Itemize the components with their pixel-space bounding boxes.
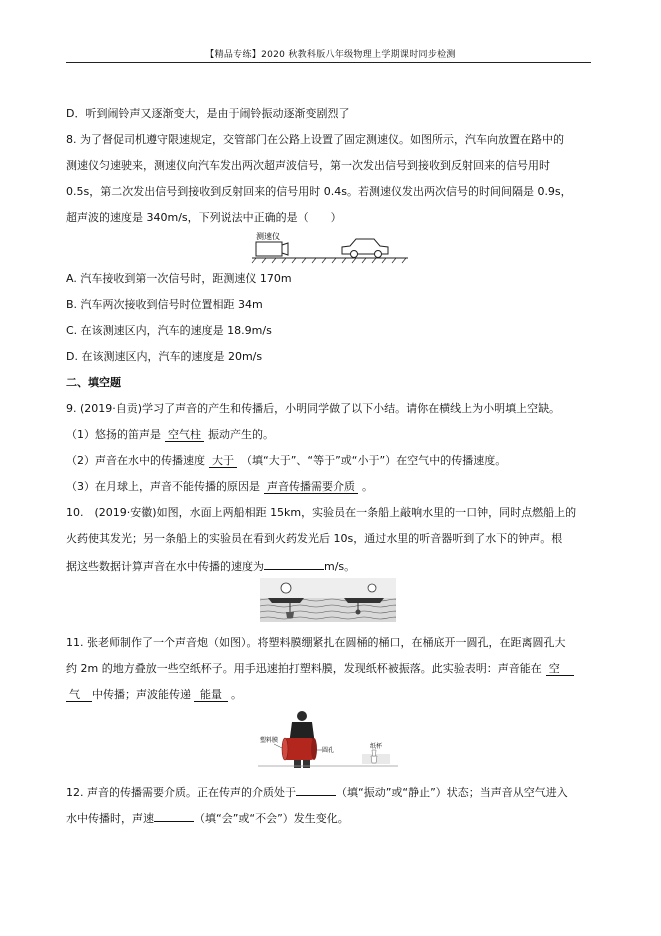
q8-option-b: B. 汽车两次接收到信号时位置相距 34m [66,298,263,311]
q12-stem-line-1 [66,784,568,800]
label-plastic-film: 塑料膜 [260,737,279,744]
q9-sub-3-text: （3）在月球上，声音不能传播的原因是 [66,480,260,493]
q11-stem-line-2 [66,662,574,676]
section-title-fill-in: 二、填空题 [66,376,121,389]
q8-stem-line-3: 0.5s，第二次发出信号到接收到反射回来的信号用时 0.4s。若测速仪发出两次信号的时间间隔是 0.9s， [66,185,572,198]
sound-cannon-figure [258,708,398,770]
q9-sub-1-text: （1）悠扬的笛声是 [66,428,161,441]
q10-stem-line-3 [66,558,355,574]
q12-answer-blank-1[interactable] [296,784,336,796]
q12-stem-line-2 [66,810,349,826]
speed-camera-icon [256,242,282,256]
q11-answer-2: 能量 [194,688,228,702]
page-header: 【精品专练】2020 秋教科版八年级物理上学期课时同步检测 [205,50,456,60]
q11-stem-line-1: 11. 张老师制作了一个声音炮（如图）。将塑料膜绷紧扎在圆桶的桶口，在桶底开一圆孔，在距离圆孔大 [66,636,566,649]
speed-camera-label: 测速仪 [256,232,280,241]
q9-answer-1: 空气柱 [165,428,204,442]
q7-option-d: D．听到闹铃声又逐渐变大，是由于闹铃振动逐渐变剧烈了 [66,107,350,120]
q11-line-2-text: 约 2m 的地方叠放一些空纸杯子。用手迅速拍打塑料膜，发现纸杯被振落。此实验表明：声音能在 [66,662,542,675]
q8-stem-line-4: 超声波的速度是 340m/s，下列说法中正确的是（ ） [66,211,342,224]
q10-stem-line-2: 火药使其发光；另一条船上的实验员在看到火药发光后 10s，通过水里的听音器听到了水下的钟声。根 [66,532,563,545]
q9-sub-1 [66,428,274,442]
q9-answer-2: 大于 [209,454,237,468]
q12-line-1-tail: （填“振动”或“静止”）状态；当声音从空气进入 [336,786,568,799]
speed-camera-figure [250,228,410,268]
q8-option-a: A. 汽车接收到第一次信号时，距测速仪 170m [66,272,292,285]
q10-stem-line-1: 10. (2019·安徽)如图，水面上两船相距 15km，实验员在一条船上敲响水里的一口钟，同时点燃船上的 [66,506,577,519]
label-hole: 圆孔 [322,747,335,754]
car-icon [342,239,388,258]
q9-sub-3 [66,480,373,494]
q9-sub-3-tail: 。 [362,480,373,493]
q11-line-3-text: 中传播；声波能传递 [92,688,191,701]
q11-line-3-tail: 。 [231,688,242,701]
boats-figure [260,578,396,622]
q10-line-3-text: 据这些数据计算声音在水中传播的速度为 [66,560,264,573]
q9-answer-3: 声音传播需要介质 [264,480,358,494]
q9-sub-2-tail: （填“大于”、“等于”或“小于”）在空气中的传播速度。 [241,454,507,467]
q9-stem: 9. (2019·自贡)学习了声音的产生和传播后，小明同学做了以下小结。请你在横线上为小明填上空缺。 [66,402,561,415]
drum-icon [282,738,317,760]
q12-line-2-tail: （填“会”或“不会”）发生变化。 [194,812,349,825]
q12-line-2-text: 水中传播时，声速 [66,812,154,825]
q9-sub-2-text: （2）声音在水中的传播速度 [66,454,205,467]
q9-sub-2 [66,454,506,468]
q12-answer-blank-2[interactable] [154,810,194,822]
q8-stem-line-2: 测速仪匀速驶来，测速仪向汽车发出两次超声波信号，第一次发出信号到接收到反射回来的信号用时 [66,159,550,172]
q8-option-c: C. 在该测速区内，汽车的速度是 18.9m/s [66,324,272,337]
q11-stem-line-3 [66,688,242,702]
q8-stem-line-1: 8. 为了督促司机遵守限速规定，交管部门在公路上设置了固定测速仪。如图所示，汽车向放置在路中的 [66,133,564,146]
q10-answer-blank[interactable] [264,558,324,570]
q9-sub-1-tail: 振动产生的。 [208,428,274,441]
header-divider [66,62,591,63]
q11-answer-1a: 空 [546,662,574,676]
label-paper-cups: 纸杯 [370,743,383,750]
q8-option-d: D. 在该测速区内，汽车的速度是 20m/s [66,350,263,363]
q12-line-1-text: 12. 声音的传播需要介质。正在传声的介质处于 [66,786,296,799]
q10-line-3-tail: m/s。 [324,560,356,573]
q11-answer-1b: 气 [66,688,92,702]
